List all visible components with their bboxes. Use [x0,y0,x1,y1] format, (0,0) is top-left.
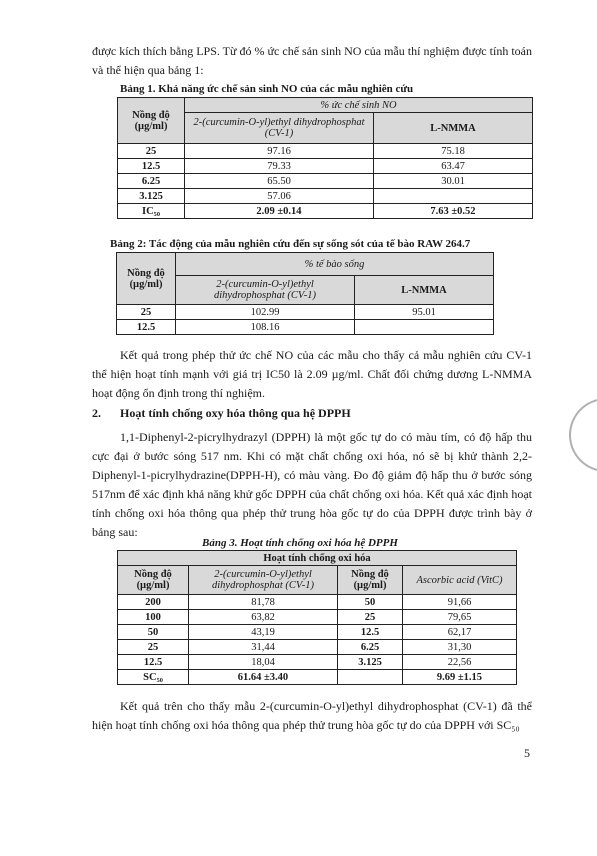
table-row: 25 31,44 6.25 31,30 [118,640,517,655]
table-row: 100 63,82 25 79,65 [118,610,517,625]
table3 [117,550,517,685]
table3-col1-header: 2-(curcumin-O-yl)ethyl dihydrophosphat (CV-1) [189,566,338,595]
table1 [117,97,533,219]
table2-conc-header: Nồng độ (µg/ml) [117,253,176,305]
table2-col1-header: 2-(curcumin-O-yl)ethyl dihydrophosphat (CV-1) [176,276,355,305]
results-paragraph: Kết quả trong phép thử ức chế NO của các mẫu cho thấy cả mẫu nghiên cứu CV-1 thể hiện hoạt tính mạnh với giá trị IC50 là 2.09 µg/ml. Chất đối chứng dương L-NMMA hoạt động ổn định trong thí nghiệm. [92,348,532,400]
table3-conc-header: Nồng độ (µg/ml) [118,566,189,595]
table2 [116,252,494,335]
conclusion-paragraph: Kết quả trên cho thấy mẫu 2-(curcumin-O-yl)ethyl dihydrophosphat (CV-1) đã thể hiện hoạt tính chống oxi hóa thông qua phép thử trung hòa gốc tự do của DPPH với SC₅₀ [92,699,532,732]
table2-caption: Bảng 2: Tác động của mẫu nghiên cứu đến sự sống sót của tế bào RAW 264.7 [110,238,471,250]
table1-ic50-row: IC₅₀ 2.09 ±0.14 7.63 ±0.52 [118,204,533,219]
table3-col2-header: Ascorbic acid (VitC) [403,566,517,595]
table1-col2-header: L-NMMA [374,113,533,144]
table-row: 3.125 57.06 [118,189,533,204]
section-title: Hoạt tính chống oxy hóa thông qua hệ DPPH [120,406,351,420]
table2-col2-header: L-NMMA [355,276,494,305]
dpph-paragraph: 1,1-Diphenyl-2-picrylhydrazyl (DPPH) là một gốc tự do có màu tím, có độ hấp thu cực đại ở bước sóng 517 nm. Khi có mặt chất chống oxi hóa, nó sẽ bị khử thành 2,2-Diphenyl-1-picrylhydrazine(DPPH-H), có màu vàng. Đo độ giảm độ hấp thu ở bước sóng 517nm để xác định khả năng khử gốc DPPH của chất chống oxi hóa. Kết quả xác định hoạt tính chống oxi hóa thông qua phép thử trung hòa gốc tự do của DPPH được trình bày ở bảng sau: [92,430,532,539]
table-row: 12.5 108.16 [117,320,494,335]
table2-group-header: % tế bào sống [176,253,494,276]
table1-group-header: % ức chế sinh NO [185,98,533,113]
table1-caption: Bảng 1. Khả năng ức chế sản sinh NO của các mẫu nghiên cứu [120,83,414,95]
table3-caption: Bảng 3. Hoạt tính chống oxi hóa hệ DPPH [202,537,398,549]
table-row: 6.25 65.50 30.01 [118,174,533,189]
table3-sc50-row: SC₅₀ 61.64 ±3.40 9.69 ±1.15 [118,670,517,685]
table-row: 200 81,78 50 91,66 [118,595,517,610]
table-row: 25 97.16 75.18 [118,144,533,159]
table-row: 50 43,19 12.5 62,17 [118,625,517,640]
table-row: 12.5 79.33 63.47 [118,159,533,174]
table-row: 25 102.99 95.01 [117,305,494,320]
page-number: 5 [524,746,530,760]
table1-col1-header: 2-(curcumin-O-yl)ethyl dihydrophosphat (CV-1) [185,113,374,144]
section-number: 2. [92,406,101,420]
intro-paragraph: được kích thích bằng LPS. Từ đó % ức chế sản sinh NO của mẫu thí nghiệm được tính toán và thể hiện qua bảng 1: [92,44,532,77]
stamp-mark [569,398,597,472]
table3-conc2-header: Nồng độ (µg/ml) [338,566,403,595]
table1-conc-header: Nồng độ (µg/ml) [118,98,185,144]
table-row: 12.5 18,04 3.125 22,56 [118,655,517,670]
section-heading [92,406,351,421]
table3-group-header: Hoạt tính chống oxi hóa [118,551,517,566]
